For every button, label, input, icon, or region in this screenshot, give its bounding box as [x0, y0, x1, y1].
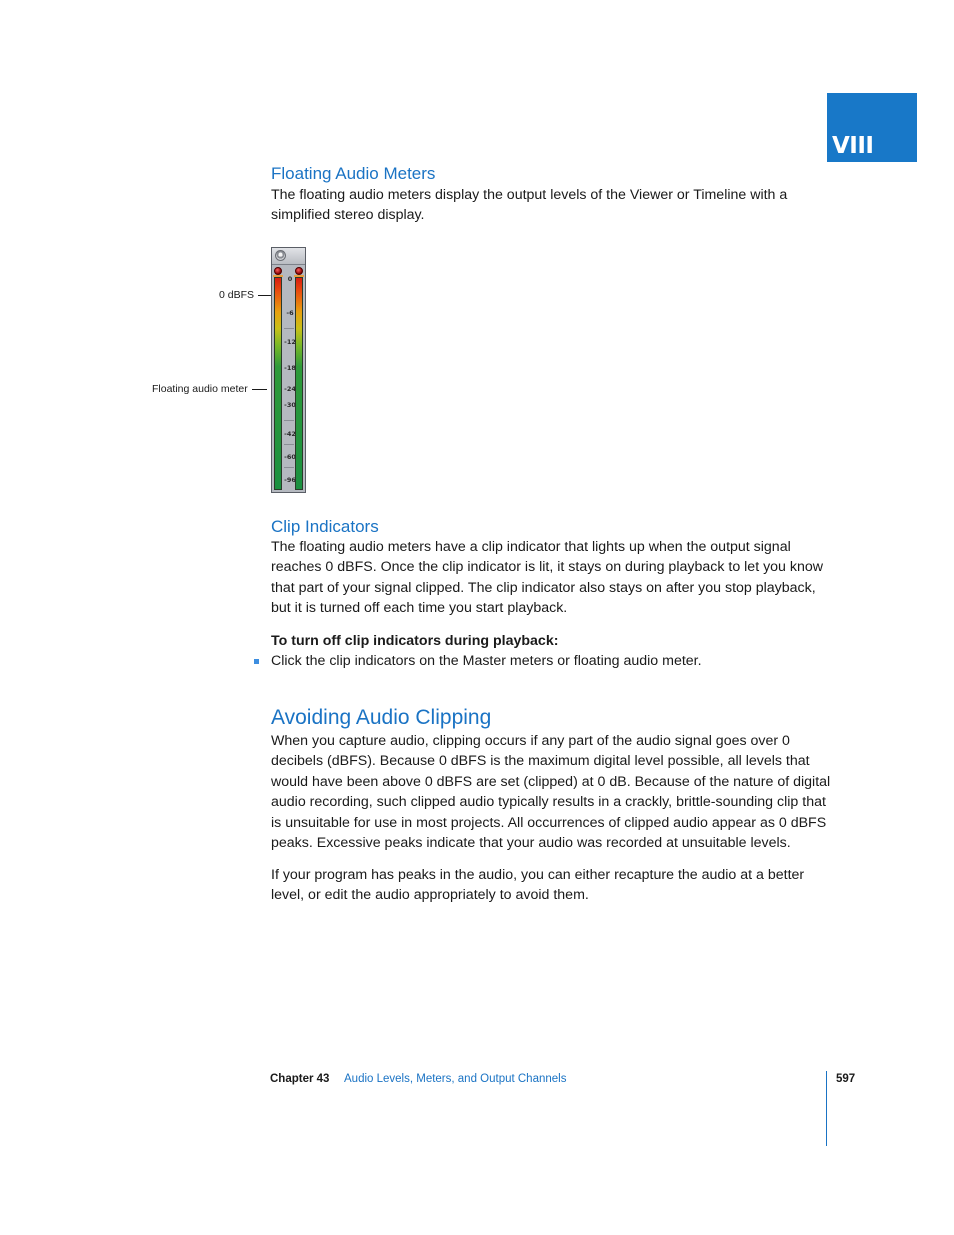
avoiding-clipping-paragraph-1 — [271, 731, 831, 853]
scale-label: -30 — [284, 401, 296, 409]
part-tab — [827, 93, 917, 162]
scale-label: -6 — [286, 309, 294, 317]
close-button-icon[interactable] — [275, 250, 286, 261]
level-bar-left — [274, 277, 282, 490]
text-line: that part of your signal clipped. The clip indicator also stays on after you stop playback, — [271, 579, 816, 596]
text-line: If your program has peaks in the audio, you can either recapture the audio at a better — [271, 867, 805, 883]
scale-tick — [284, 444, 294, 445]
scale-label: -96 — [284, 476, 296, 484]
clip-indicator-left[interactable] — [274, 267, 282, 275]
text-line: The floating audio meters have a clip indicator that lights up when the output signal — [271, 539, 791, 555]
callout-label: 0 dBFS — [219, 289, 255, 301]
callout-leader-line — [252, 389, 267, 390]
text-line: audio recording, such clipped audio typically results in a crackly, brittle-sounding clip that — [271, 794, 826, 811]
scale-label: -60 — [284, 453, 296, 461]
part-tab-label: VIII — [832, 133, 874, 159]
footer-chapter-label: Chapter 43 — [270, 1073, 330, 1085]
callout-0-dbfs — [219, 289, 275, 301]
step-text: Click the clip indicators on the Master meters or floating audio meter. — [271, 653, 702, 669]
scale-tick — [284, 328, 294, 329]
text-line: reaches 0 dBFS. Once the clip indicator is lit, it stays on during playback to let you know — [271, 559, 824, 576]
scale-label: -12 — [284, 338, 296, 346]
text-line: peaks. Excessive peaks indicate that your audio was recorded at unsuitable levels. — [271, 835, 791, 852]
page-number: 597 — [836, 1073, 856, 1085]
text-line: is unsuitable for use in most projects. All occurrences of clipped audio appear as 0 dBFS — [271, 814, 827, 831]
footer-chapter-title: Audio Levels, Meters, and Output Channels — [344, 1073, 567, 1085]
scale-label: -24 — [284, 385, 296, 393]
text-line: When you capture audio, clipping occurs if any part of the audio signal goes over 0 — [271, 733, 790, 749]
avoiding-clipping-paragraph-2 — [271, 865, 831, 906]
clip-indicators-paragraph — [271, 537, 831, 619]
scale-tick — [284, 467, 294, 468]
section-heading-avoiding-audio-clipping: Avoiding Audio Clipping — [271, 706, 492, 729]
clip-indicator-right[interactable] — [295, 267, 303, 275]
text-line: The floating audio meters display the output levels of the Viewer or Timeline with a — [271, 187, 788, 203]
section-heading-floating-audio-meters: Floating Audio Meters — [271, 164, 436, 183]
task-heading: To turn off clip indicators during playback: — [271, 633, 559, 649]
floating-meters-paragraph — [271, 185, 831, 226]
text-line: would have been above 0 dBFS are set (clipped) at 0 dB. Because of the nature of digital — [271, 773, 831, 790]
callout-floating-audio-meter — [152, 383, 267, 395]
section-heading-clip-indicators: Clip Indicators — [271, 517, 379, 536]
scale-tick — [284, 420, 294, 421]
callout-label: Floating audio meter — [152, 383, 248, 395]
meter-title-bar — [272, 248, 305, 265]
scale-label: -18 — [284, 364, 296, 372]
bullet-step — [254, 651, 702, 671]
text-line: simplified stereo display. — [271, 207, 425, 224]
bullet-icon — [254, 659, 259, 664]
text-line: level, or edit the audio appropriately to avoid them. — [271, 887, 589, 904]
text-line: decibels (dBFS). Because 0 dBFS is the maximum digital level possible, all levels that — [271, 753, 810, 770]
scale-label: 0 — [287, 275, 293, 283]
text-line: but it is turned off each time you start playback. — [271, 600, 568, 617]
scale-label: -42 — [284, 430, 296, 438]
footer-divider — [826, 1071, 827, 1146]
floating-audio-meter — [271, 247, 306, 493]
